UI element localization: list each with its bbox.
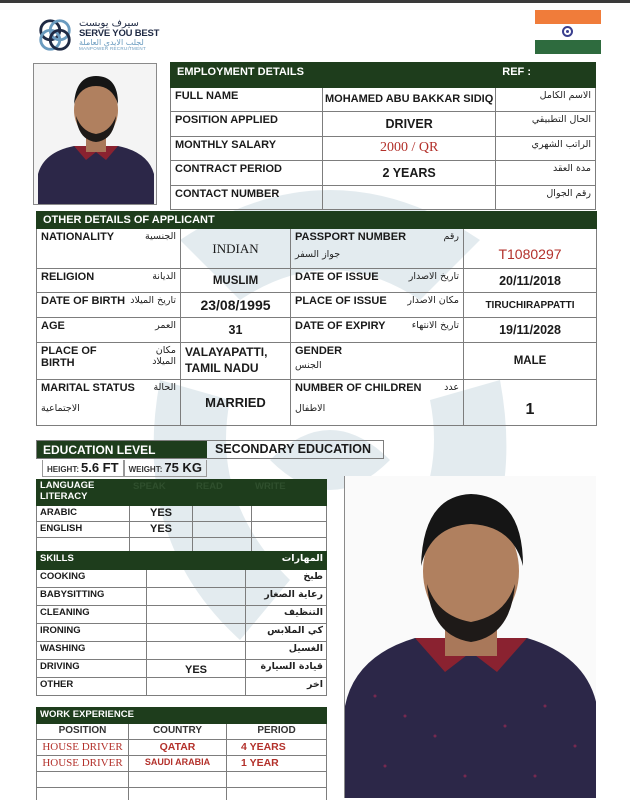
gender-arabic: الجنس bbox=[295, 360, 322, 371]
logo-knot-icon bbox=[36, 16, 74, 54]
contract-period-label: CONTRACT PERIOD bbox=[171, 161, 323, 186]
other-details-title: OTHER DETAILS OF APPLICANT bbox=[37, 212, 597, 229]
company-logo bbox=[36, 13, 176, 57]
number-of-children-value: 1 bbox=[464, 380, 597, 426]
applicant-photo-small bbox=[33, 63, 157, 205]
religion-value: MUSLIM bbox=[181, 269, 291, 293]
language-literacy-header: LANGUAGE LITERACY bbox=[37, 480, 130, 506]
table-row bbox=[37, 522, 327, 538]
place-of-issue-arabic: مكان الاصدار bbox=[407, 295, 459, 306]
education-level-label: EDUCATION LEVEL bbox=[37, 441, 207, 458]
height-cell bbox=[42, 460, 124, 477]
work-country: QATAR bbox=[129, 740, 227, 756]
place-of-birth-line1: VALAYAPATTI, bbox=[185, 345, 268, 360]
education-level-value: SECONDARY EDUCATION bbox=[215, 442, 372, 456]
work-position: HOUSE DRIVER bbox=[37, 740, 129, 756]
table-row bbox=[37, 343, 597, 380]
contact-number-value bbox=[323, 185, 496, 210]
table-row bbox=[37, 788, 327, 800]
nationality-label: NATIONALITY bbox=[41, 231, 115, 243]
skills-table bbox=[36, 551, 327, 696]
number-of-children-label: NUMBER OF CHILDREN bbox=[295, 382, 422, 394]
work-country bbox=[129, 788, 227, 800]
ashoka-chakra-icon bbox=[562, 26, 573, 37]
monthly-salary-arabic: الراتب الشهري bbox=[496, 136, 596, 161]
skill-name: OTHER bbox=[37, 678, 147, 696]
table-row bbox=[37, 588, 327, 606]
work-position bbox=[37, 788, 129, 800]
table-row bbox=[37, 660, 327, 678]
skill-name: IRONING bbox=[37, 624, 147, 642]
table-row bbox=[37, 772, 327, 788]
language-write bbox=[252, 506, 327, 522]
work-column-header-row bbox=[37, 724, 327, 740]
full-name-arabic: الاسم الكامل bbox=[496, 87, 596, 112]
skill-arabic: كي الملابس bbox=[246, 624, 327, 642]
table-row bbox=[37, 506, 327, 522]
monthly-salary-value: 2000 / QR bbox=[323, 136, 496, 161]
date-of-expiry-arabic: تاريخ الانتهاء bbox=[411, 320, 459, 331]
skill-arabic: طبخ bbox=[246, 570, 327, 588]
date-of-issue-label: DATE OF ISSUE bbox=[295, 271, 379, 283]
table-row bbox=[37, 624, 327, 642]
table-row bbox=[37, 269, 597, 293]
work-experience-table bbox=[36, 707, 327, 800]
gender-label-cell bbox=[291, 343, 464, 380]
nationality-label-cell bbox=[37, 229, 181, 269]
skill-name: WASHING bbox=[37, 642, 147, 660]
skill-value bbox=[147, 570, 246, 588]
date-of-issue-value: 20/11/2018 bbox=[464, 269, 597, 293]
passport-number-value: T1080297 bbox=[464, 229, 597, 269]
table-row bbox=[171, 112, 596, 137]
marital-status-label-cell bbox=[37, 380, 181, 426]
date-of-birth-label: DATE OF BIRTH bbox=[41, 295, 126, 307]
marital-status-value: MARRIED bbox=[181, 380, 291, 426]
logo-arabic-name: سيرف يوبست bbox=[79, 18, 139, 29]
country-header: COUNTRY bbox=[129, 724, 227, 740]
person-portrait-icon bbox=[345, 476, 596, 798]
position-applied-value: DRIVER bbox=[323, 112, 496, 137]
language-header-row bbox=[37, 480, 327, 506]
age-label-cell bbox=[37, 318, 181, 343]
table-row bbox=[171, 87, 596, 112]
top-border bbox=[0, 0, 630, 3]
skill-name: CLEANING bbox=[37, 606, 147, 624]
skills-title-arabic: المهارات bbox=[246, 552, 327, 570]
date-of-birth-arabic: تاريخ الميلاد bbox=[130, 295, 176, 306]
table-row bbox=[171, 136, 596, 161]
language-speak: YES bbox=[130, 522, 193, 538]
logo-arabic-tagline: لجلب الايدي العاملة bbox=[79, 37, 144, 47]
table-row bbox=[37, 756, 327, 772]
education-level-row bbox=[36, 440, 384, 459]
passport-label-cell bbox=[291, 229, 464, 269]
skills-header-row bbox=[37, 552, 327, 570]
india-flag bbox=[535, 10, 601, 56]
contact-number-arabic: رقم الجوال bbox=[496, 185, 596, 210]
marital-status-arabic-2: الاجتماعية bbox=[41, 403, 80, 414]
age-label: AGE bbox=[41, 320, 65, 332]
date-of-expiry-label-cell bbox=[291, 318, 464, 343]
date-of-issue-arabic: تاريخ الاصدار bbox=[408, 271, 459, 282]
skill-name: DRIVING bbox=[37, 660, 147, 678]
marital-status-label: MARITAL STATUS bbox=[41, 382, 135, 394]
height-label: HEIGHT: bbox=[47, 465, 79, 474]
weight-label: WEIGHT: bbox=[128, 465, 163, 474]
age-arabic: العمر bbox=[155, 320, 176, 331]
skill-value bbox=[147, 678, 246, 696]
ref-label: REF : bbox=[496, 63, 596, 88]
person-portrait-icon bbox=[34, 64, 157, 205]
other-details-table bbox=[36, 211, 597, 426]
marital-status-arabic-1: الحالة bbox=[153, 382, 176, 393]
table-row bbox=[37, 293, 597, 318]
children-arabic-2: الاطفال bbox=[295, 403, 326, 414]
table-row bbox=[37, 642, 327, 660]
language-name: ENGLISH bbox=[37, 522, 130, 538]
skill-value bbox=[147, 606, 246, 624]
work-header-row bbox=[37, 708, 327, 724]
full-name-value: MOHAMED ABU BAKKAR SIDIQ bbox=[323, 87, 496, 112]
place-of-issue-value: TIRUCHIRAPPATTI bbox=[464, 293, 597, 318]
gender-label: GENDER bbox=[295, 345, 343, 357]
children-arabic-1: عدد bbox=[444, 382, 459, 393]
age-value: 31 bbox=[181, 318, 291, 343]
passport-arabic-1: رقم bbox=[443, 231, 459, 242]
full-name-label: FULL NAME bbox=[171, 87, 323, 112]
work-country: SAUDI ARABIA bbox=[129, 756, 227, 772]
work-period bbox=[227, 788, 327, 800]
table-row bbox=[37, 229, 597, 269]
applicant-photo-large bbox=[344, 476, 596, 798]
position-applied-label: POSITION APPLIED bbox=[171, 112, 323, 137]
language-read bbox=[193, 506, 252, 522]
religion-arabic: الديانة bbox=[152, 271, 176, 282]
logo-subtitle: MANPOWER RECRUITMENT bbox=[79, 45, 146, 51]
dob-label-cell bbox=[37, 293, 181, 318]
weight-value: 75 KG bbox=[164, 460, 202, 475]
skill-arabic: التنظيف bbox=[246, 606, 327, 624]
write-header: WRITE bbox=[252, 480, 327, 506]
work-position: HOUSE DRIVER bbox=[37, 756, 129, 772]
logo-english-name: SERVE YOU BEST bbox=[79, 28, 160, 39]
position-header: POSITION bbox=[37, 724, 129, 740]
skill-arabic: رعاية الصغار bbox=[246, 588, 327, 606]
skill-value bbox=[147, 624, 246, 642]
table-row bbox=[37, 380, 597, 426]
weight-cell bbox=[124, 460, 207, 477]
table-row bbox=[171, 185, 596, 210]
nationality-arabic: الجنسية bbox=[145, 231, 176, 242]
language-speak: YES bbox=[130, 506, 193, 522]
passport-number-label: PASSPORT NUMBER bbox=[295, 231, 407, 243]
work-position bbox=[37, 772, 129, 788]
other-details-header-row bbox=[37, 212, 597, 229]
place-of-birth-arabic: مكان الميلاد bbox=[152, 345, 176, 367]
skill-name: BABYSITTING bbox=[37, 588, 147, 606]
language-literacy-table bbox=[36, 479, 327, 554]
employment-details-table bbox=[170, 62, 596, 210]
speak-header: SPEAK bbox=[130, 480, 193, 506]
height-weight-row bbox=[42, 460, 207, 477]
skill-arabic: الغسيل bbox=[246, 642, 327, 660]
table-row bbox=[171, 161, 596, 186]
table-row bbox=[37, 318, 597, 343]
date-of-expiry-label: DATE OF EXPIRY bbox=[295, 320, 386, 332]
work-country bbox=[129, 772, 227, 788]
skill-value bbox=[147, 642, 246, 660]
work-experience-title: WORK EXPERIENCE bbox=[37, 708, 327, 724]
table-row bbox=[37, 740, 327, 756]
skill-name: COOKING bbox=[37, 570, 147, 588]
nationality-value: INDIAN bbox=[181, 229, 291, 269]
contact-number-label: CONTACT NUMBER bbox=[171, 185, 323, 210]
children-label-cell bbox=[291, 380, 464, 426]
flag-saffron-band bbox=[535, 10, 601, 24]
table-row bbox=[37, 678, 327, 696]
place-of-birth-label-cell bbox=[37, 343, 181, 380]
place-of-birth-value-cell bbox=[181, 343, 291, 380]
place-of-birth-label: PLACE OF BIRTH bbox=[41, 345, 97, 369]
date-of-expiry-value: 19/11/2028 bbox=[464, 318, 597, 343]
place-of-issue-label-cell bbox=[291, 293, 464, 318]
monthly-salary-label: MONTHLY SALARY bbox=[171, 136, 323, 161]
contract-period-arabic: مدة العقد bbox=[496, 161, 596, 186]
period-header: PERIOD bbox=[227, 724, 327, 740]
language-write bbox=[252, 522, 327, 538]
table-row bbox=[37, 606, 327, 624]
skill-arabic: قيادة السيارة bbox=[246, 660, 327, 678]
employment-title: EMPLOYMENT DETAILS bbox=[171, 63, 496, 88]
passport-arabic-2: جواز السفر bbox=[295, 249, 341, 260]
gender-value: MALE bbox=[464, 343, 597, 380]
height-value: 5.6 FT bbox=[81, 460, 119, 475]
skill-arabic: اخر bbox=[246, 678, 327, 696]
religion-label: RELIGION bbox=[41, 271, 95, 283]
skills-title: SKILLS bbox=[37, 552, 246, 570]
religion-label-cell bbox=[37, 269, 181, 293]
employment-header-row bbox=[171, 63, 596, 88]
flag-green-band bbox=[535, 40, 601, 54]
contract-period-value: 2 YEARS bbox=[323, 161, 496, 186]
place-of-issue-label: PLACE OF ISSUE bbox=[295, 295, 387, 307]
skill-value: YES bbox=[147, 660, 246, 678]
skill-value bbox=[147, 588, 246, 606]
table-row bbox=[37, 570, 327, 588]
position-applied-arabic: الحال التطبيقي bbox=[496, 112, 596, 137]
language-read bbox=[193, 522, 252, 538]
language-name: ARABIC bbox=[37, 506, 130, 522]
work-period: 1 YEAR bbox=[227, 756, 327, 772]
date-of-issue-label-cell bbox=[291, 269, 464, 293]
date-of-birth-value: 23/08/1995 bbox=[181, 293, 291, 318]
read-header: READ bbox=[193, 480, 252, 506]
place-of-birth-line2: TAMIL NADU bbox=[185, 361, 259, 375]
work-period: 4 YEARS bbox=[227, 740, 327, 756]
work-period bbox=[227, 772, 327, 788]
